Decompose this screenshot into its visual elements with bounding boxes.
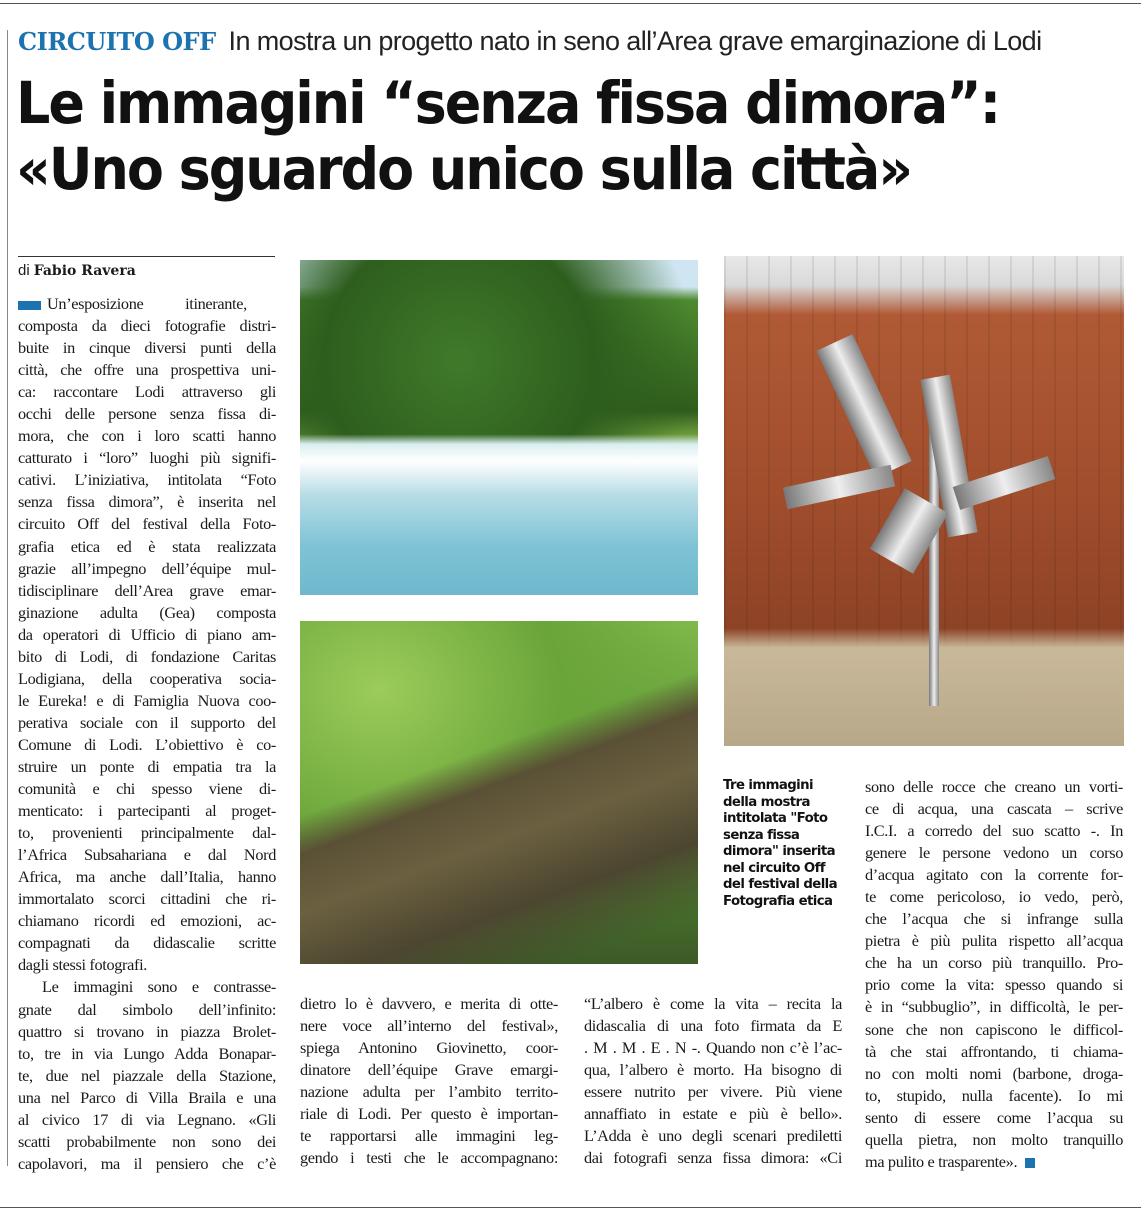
text-line: pietra è più pulita rispetto all’acqua <box>865 931 1123 951</box>
text-line: città, che offre una prospettiva uni- <box>18 360 276 380</box>
text-line: te come pericoloso, io vedo, però, <box>865 887 1123 907</box>
byline-rule <box>18 256 275 257</box>
text-line: struire un ponte di empatia tra la <box>18 756 276 776</box>
text-line: tidisciplinare dell’Area grave emar- <box>18 580 276 600</box>
text-line: bito di Lodi, di fondazione Caritas <box>18 646 276 666</box>
text-line: annaffiato in estate e più è bello». <box>584 1104 842 1124</box>
text-line: essere nutrito per vivere. Più viene <box>584 1082 842 1102</box>
text-line: ma pulito e trasparente». <box>865 1151 1123 1173</box>
photo-river-rapids <box>300 260 698 595</box>
text-line: circuito Off del festival della Foto- <box>18 514 276 534</box>
text-line: sono delle rocce che creano un vorti- <box>865 777 1123 796</box>
text-line: te, due nel piazzale della Stazione, <box>18 1065 276 1085</box>
text-line: chiamano ricordi ed emozioni, ac- <box>18 911 276 931</box>
text-line: le Eureka! e di Famiglia Nuova coo- <box>18 690 276 710</box>
text-line: che ha un corso più tranquillo. Pro- <box>865 953 1123 973</box>
lead-marker-icon <box>18 301 41 310</box>
headline-line-2: «Uno sguardo unico sulla città» <box>16 135 912 203</box>
text-line: to, tre in via Lungo Adda Bonapar- <box>18 1043 276 1063</box>
text-line: l’Africa Subsahariana e dal Nord <box>18 845 276 865</box>
top-rule <box>0 3 1141 4</box>
photo-tree-trunk <box>300 621 698 964</box>
text-line: sone che non capiscono le difficol- <box>865 1019 1123 1039</box>
text-line: perativa sociale con il supporto del <box>18 712 276 732</box>
text-line: buite in cinque diversi punti della <box>18 338 276 358</box>
text-line: che l’acqua che si infrange sulla <box>865 909 1123 929</box>
text-line: no con molti nomi (barbone, droga- <box>865 1063 1123 1083</box>
text-line: sento di essere come l’acqua su <box>865 1107 1123 1127</box>
text-line: didascalia di una foto firmata da E <box>584 1016 842 1036</box>
text-line: “L’albero è come la vita – recita la <box>584 994 842 1013</box>
text-line: menticato: i partecipanti al proget- <box>18 801 276 821</box>
section-tag: CIRCUITO OFF <box>18 27 216 56</box>
text-line: nere voce all’interno del festival», <box>300 1016 558 1036</box>
text-line: . M . M . E . N -. Quando non c’è l’ac- <box>584 1038 842 1058</box>
text-line: Africa, ma anche dall’Italia, hanno <box>18 867 276 887</box>
text-line: tà che stai affrontando, ti chiama- <box>865 1041 1123 1061</box>
sculpture-leaf <box>816 334 911 478</box>
text-line: al civico 17 di via Legnano. «Gli <box>18 1109 276 1129</box>
text-line: ginazione adulta (Gea) composta <box>18 602 276 622</box>
text-line: to, provenienti principalmente dal- <box>18 823 276 843</box>
text-line: I.C.I. a corredo del suo scatto -. In <box>865 821 1123 841</box>
text-line: immortalato scorci cittadini che ri- <box>18 889 276 909</box>
text-line: capolavori, ma il pensiero che c’è <box>18 1153 276 1173</box>
text-line: dagli stessi fotografi. <box>18 955 147 975</box>
text-line: catturato i “loro” luoghi più signifi- <box>18 448 276 468</box>
text-line: cativi. L’iniziativa, intitolata “Foto <box>18 470 276 490</box>
text-line: compagnati da didascalie scritte <box>18 933 276 953</box>
text-line: grafia etica ed è stata realizzata <box>18 536 276 556</box>
text-line: ce di acqua, una cascata – scrive <box>865 799 1123 819</box>
text-line: dinatore dell’équipe Grave emargi- <box>300 1060 558 1080</box>
text-line: grazie all’impegno dell’équipe mul- <box>18 558 276 578</box>
text-line: ca: raccontare Lodi attraverso gli <box>18 382 276 402</box>
paragraph <box>584 993 842 1169</box>
paragraph <box>300 993 558 1169</box>
text-line: dai fotografi senza fissa dimora: «Ci <box>584 1148 842 1168</box>
text-line: prio come la vita: spesso quando si <box>865 975 1123 995</box>
text-line: qua, l’albero è morto. Ha bisogno di <box>584 1060 842 1080</box>
text-line: Lodigiana, della cooperativa socia- <box>18 668 276 688</box>
text-line: dietro lo è davvero, e merita di otte- <box>300 994 558 1013</box>
text-line: Comune di Lodi. L’obiettivo è co- <box>18 734 276 754</box>
byline-prefix: di <box>18 262 30 279</box>
text-line: mora, che con i loro scatti hanno <box>18 426 276 446</box>
text-line: nazione adulta per l’ambito territo- <box>300 1082 558 1102</box>
text-line: quella pietra, non molto tranquillo <box>865 1129 1123 1149</box>
text-line-content: Un’esposizione itinerante, <box>47 294 247 313</box>
headline <box>16 70 999 202</box>
text-line: senza fissa dimora”, è inserita nel <box>18 492 276 512</box>
kicker-subtitle: In mostra un progetto nato in seno all’Area grave emarginazione di Lodi <box>228 26 1042 56</box>
text-line: quattro si trovano in piazza Brolet- <box>18 1021 276 1041</box>
text-line: gendo i testi che le accompagnano: <box>300 1148 558 1168</box>
kicker <box>18 26 1041 57</box>
text-line: occhi delle persone senza fissa di- <box>18 404 276 424</box>
text-line: gnate dal simbolo dell’infinito: <box>18 999 276 1019</box>
text-line <box>18 293 276 315</box>
text-line: L’Adda è uno degli scenari prediletti <box>584 1126 842 1146</box>
left-rule <box>7 30 8 1166</box>
text-line: scatti probabilmente non sono dei <box>18 1131 276 1151</box>
end-of-article-icon <box>1025 1158 1035 1168</box>
text-line: composta da dieci fotografie distri- <box>18 316 276 336</box>
text-line: riale di Lodi. Per questo è importan- <box>300 1104 558 1124</box>
sculpture-leaf <box>783 465 895 509</box>
text-line: una nel Parco di Villa Braila e una <box>18 1087 276 1107</box>
text-line: è in “subbuglio”, in difficoltà, le per- <box>865 997 1123 1017</box>
text-line: comunità e chi spesso viene di- <box>18 779 276 799</box>
text-line: spiega Antonino Giovinetto, coor- <box>300 1038 558 1058</box>
paragraph <box>865 776 1123 1173</box>
photo-caption: Tre immagini della mostra intitolata "Foto senza fissa dimora" inserita nel circuito Off del festival della Fotografia etica <box>723 778 838 909</box>
paragraph <box>18 293 276 976</box>
bottom-rule <box>0 1207 1141 1208</box>
text-line: d’acqua agitato con la corrente for- <box>865 865 1123 885</box>
text-line: to, stupido, nulla facente). Io mi <box>865 1085 1123 1105</box>
article-column-2 <box>300 993 558 1169</box>
text-line: Le immagini sono e contrasse- <box>42 977 276 997</box>
headline-line-1: Le immagini “senza fissa dimora”: <box>16 69 1000 137</box>
paragraph <box>18 976 276 1174</box>
article-column-4 <box>865 776 1123 1173</box>
text-line: da operatori di Ufficio di piano am- <box>18 624 276 644</box>
article-column-3 <box>584 993 842 1169</box>
byline-author: Fabio Ravera <box>33 263 136 279</box>
sculpture-leaf <box>953 456 1056 510</box>
text-line: genere le persone vedono un corso <box>865 843 1123 863</box>
text-line: te rapportarsi alle immagini leg- <box>300 1126 558 1146</box>
article-column-1 <box>18 293 276 1175</box>
byline <box>18 262 136 279</box>
photo-fountain-sculpture <box>724 256 1124 746</box>
